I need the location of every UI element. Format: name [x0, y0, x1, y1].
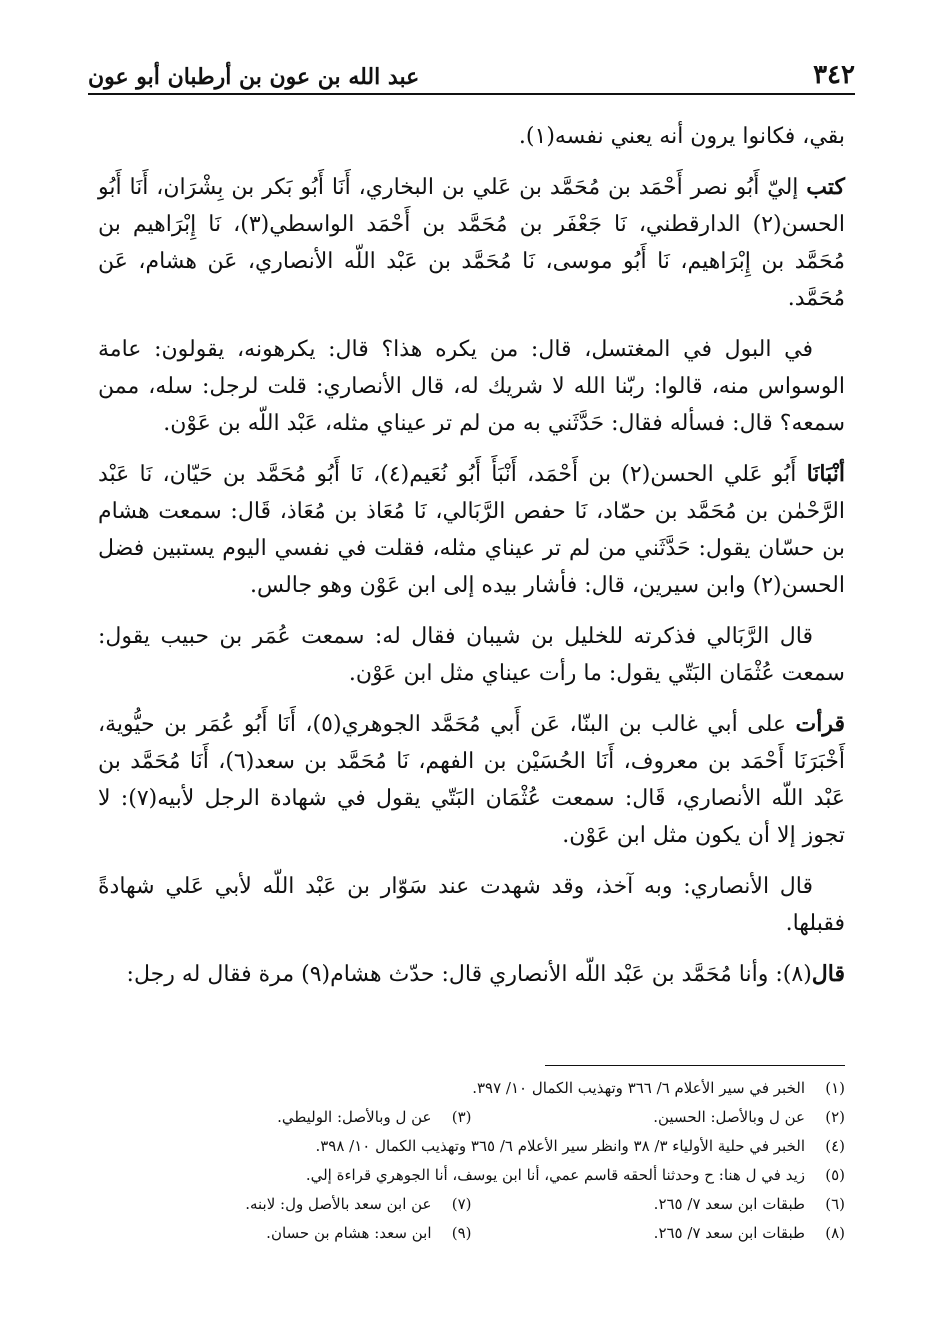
paragraph: [98, 956, 845, 993]
paragraph-text: على أبي غالب بن البنّا، عَن أَبي مُحَمَّد الجوهري(٥)، أَنَا أَبُو عُمَر بن حيُّوية، أَخْبَرَنَا أَحْمَد بن معروف، أَنَا الحُسَيْن بن الفهم، نَا مُحَمَّد بن سعد(٦)، أَنَا مُحَمَّد بن عَبْد اللّه الأنصاري، قَال: سمعت عُثْمَان البَتّي يقول في شهادة الرجل لأبيه(٧): لا تجوز إلا أن يكون مثل ابن عَوْن.: [98, 712, 845, 848]
footnote: [98, 1103, 472, 1132]
paragraph: [98, 169, 845, 317]
footnote-number: (١): [825, 1079, 845, 1097]
paragraph: [98, 868, 845, 942]
footnote-number: (٧): [451, 1195, 472, 1213]
paragraph: [98, 618, 845, 692]
footnote-rule: [545, 1065, 845, 1066]
footnote-row: [98, 1161, 845, 1190]
footnote-number: (٦): [825, 1195, 845, 1213]
page-number: ٣٤٢: [813, 60, 855, 90]
paragraph-text: قال الرَّبَالي فذكرته للخليل بن شيبان فقال له: سمعت عُمَر بن حبيب يقول: سمعت عُثْمَان البَتّي يقول: ما رأت عيناي مثل ابن عَوْن.: [98, 624, 845, 686]
footnote-number: (٥): [825, 1166, 845, 1184]
footnote-text: ابن سعد: هشام بن حسان.: [266, 1224, 432, 1242]
footnote-text: عن ابن سعد بالأصل ول: لابنه.: [245, 1195, 432, 1213]
paragraph-lead: كتب: [806, 174, 845, 200]
footnote: [98, 1219, 472, 1248]
running-title: عبد الله بن عون بن أرطبان أبو عون: [88, 64, 420, 90]
footnote: [472, 1103, 846, 1132]
main-text: [98, 118, 845, 1007]
page-header: [88, 52, 855, 90]
paragraph-text: إليّ أَبُو نصر أَحْمَد بن مُحَمَّد بن عَلي بن البخاري، أَنَا أَبُو بَكر بن بِشْرَان، أَنَا أَبُو الحسن(٢) الدارقطني، نَا جَعْفَر بن مُحَمَّد بن أَحْمَد الواسطي(٣)، نَا إِبْرَاهيم بن مُحَمَّد بن إِبْرَاهيم، نَا أَبُو موسى، نَا مُحَمَّد بن عَبْد اللّه الأنصاري، عَن هشام، عَن مُحَمَّد.: [98, 175, 845, 311]
footnote: [315, 1132, 845, 1161]
paragraph-lead: أنْبَانَا: [806, 461, 845, 487]
footnote-text: طبقات ابن سعد ٧/ ٢٦٥.: [653, 1195, 805, 1213]
footnote-text: الخبر في حلية الأولياء ٣/ ٣٨ وانظر سير الأعلام ٦/ ٣٦٥ وتهذيب الكمال ١٠/ ٣٩٨.: [315, 1137, 805, 1155]
footnote-text: الخبر في سير الأعلام ٦/ ٣٦٦ وتهذيب الكمال ١٠/ ٣٩٧.: [472, 1079, 805, 1097]
footnote-row: [98, 1132, 845, 1161]
paragraph-text: قال الأنصاري: وبه آخذ، وقد شهدت عند سَوّار بن عَبْد اللّه لأبي عَلي شهادةً فقبلها.: [98, 874, 845, 936]
paragraph: [98, 456, 845, 604]
footnote: [98, 1190, 472, 1219]
footnote-text: عن ل وبالأصل: الحسين.: [653, 1108, 805, 1126]
footnote-number: (٩): [451, 1224, 472, 1242]
paragraph-text: أَبُو عَلي الحسن(٢) بن أَحْمَد، أَنْبَأَ أَبُو نُعَيم(٤)، نَا أَبُو مُحَمَّد بن حَيّان، نَا عَبْد الرَّحْمٰن بن مُحَمَّد بن حمّاد، نَا حفص الرَّبَالي، نَا مُعَاذ بن مُعَاذ، قَال: سمعت هشام بن حسّان يقول: حَدَّثَني من لم تر عيناي مثله، فقلت في نفسي اليوم يستبين فضل الحسن(٢) وابن سيرين، قال: فأشار بيده إلى ابن عَوْن وهو جالس.: [98, 462, 845, 598]
footnote: [472, 1074, 845, 1103]
footnote: [472, 1219, 846, 1248]
footnotes: [98, 1074, 845, 1248]
paragraph-text: بقي، فكانوا يرون أنه يعني نفسه(١).: [518, 124, 845, 149]
footnote-row: [98, 1190, 845, 1219]
footnote-number: (٤): [825, 1137, 845, 1155]
paragraph-lead: قال: [811, 961, 845, 987]
paragraph: [98, 331, 845, 442]
footnote-text: زيد في ل هنا: ح وحدثنا ألحقه قاسم عمي، أنا ابن يوسف، أنا الجوهري قراءة إلي.: [305, 1166, 805, 1184]
footnote-text: طبقات ابن سعد ٧/ ٢٦٥.: [653, 1224, 805, 1242]
header-rule: [88, 93, 855, 95]
footnote-number: (٨): [825, 1224, 845, 1242]
footnote-number: (٣): [451, 1108, 472, 1126]
footnote-row: [98, 1103, 845, 1132]
paragraph-lead: قرأت: [795, 711, 845, 737]
footnote: [472, 1190, 846, 1219]
paragraph-text: في البول في المغتسل، قال: من يكره هذا؟ قال: يكرهونه، يقولون: عامة الوسواس منه، قالوا: ربّنا الله لا شريك له، قال الأنصاري: قلت لرجل: سله، ممن سمعه؟ قال: فسأله فقال: حَدَّثَني به من لم تر عيناي مثله، عَبْد اللّه بن عَوْن.: [98, 337, 845, 436]
footnote: [306, 1161, 845, 1190]
paragraph-text: (٨): وأنا مُحَمَّد بن عَبْد اللّه الأنصاري قال: حدّث هشام(٩) مرة فقال له رجل:: [126, 962, 812, 987]
paragraph: [98, 118, 845, 155]
footnote-text: عن ل وبالأصل: الوليطي.: [277, 1108, 432, 1126]
footnote-row: [98, 1219, 845, 1248]
paragraph: [98, 706, 845, 854]
footnote-number: (٢): [825, 1108, 845, 1126]
footnote-row: [98, 1074, 845, 1103]
